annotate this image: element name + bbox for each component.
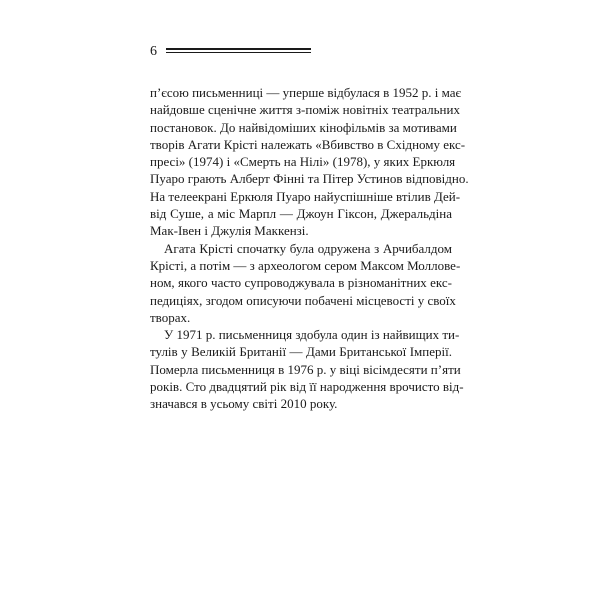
text-line: Крісті, а потім — з археологом сером Максом Моллове- xyxy=(150,257,461,273)
text-line: Агата Крісті спочатку була одружена з Арчибалдом xyxy=(164,240,452,256)
text-line: найдовше сценічне життя з-поміж новітніх театральних xyxy=(150,102,460,118)
text-line: творах. xyxy=(150,309,191,325)
text-line: У 1971 р. письменниця здобула один із найвищих ти- xyxy=(164,327,460,343)
text-line: постановок. До найвідоміших кінофільмів за мотивами xyxy=(150,119,457,135)
header-rule xyxy=(166,48,311,54)
text-line: На телеекрані Еркюля Пуаро найуспішніше втілив Дей- xyxy=(150,188,461,204)
text-line: п’єсою письменниці — уперше відбулася в 1952 р. і має xyxy=(150,85,462,100)
paragraph-2 xyxy=(150,240,461,326)
page-header xyxy=(150,44,315,60)
paragraph-3 xyxy=(150,326,464,412)
text-line: тулів у Великій Британії — Дами Британської Імперії. xyxy=(150,344,452,360)
text-line: років. Сто двадцятий рік від її народження врочисто від- xyxy=(150,379,464,395)
text-line: творів Агати Крісті належать «Вбивство в Східному екс- xyxy=(150,136,466,152)
text-line: значався в усьому світі 2010 року. xyxy=(150,396,338,412)
text-line: Мак-Івен і Джулія Маккензі. xyxy=(150,223,309,239)
text-line: педиціях, згодом описуючи побачені місцевості у своїх xyxy=(150,292,456,308)
text-line: пресі» (1974) і «Смерть на Нілі» (1978), у яких Еркюля xyxy=(150,154,456,170)
text-line: Померла письменниця в 1976 р. у віці вісімдесяти п’яти xyxy=(150,361,461,377)
body-text xyxy=(150,84,469,413)
header-rule-thin xyxy=(166,52,311,53)
page-number: 6 xyxy=(150,44,157,59)
header-rule-thick xyxy=(166,48,311,50)
text-line: Пуаро грають Алберт Фінні та Пітер Устинов відповідно. xyxy=(150,171,469,187)
text-line: ном, якого часто супроводжувала в різноманітних екс- xyxy=(150,275,452,291)
paragraph-1 xyxy=(150,84,469,240)
text-line: від Суше, а міс Марпл — Джоун Гіксон, Джеральдіна xyxy=(150,206,452,222)
